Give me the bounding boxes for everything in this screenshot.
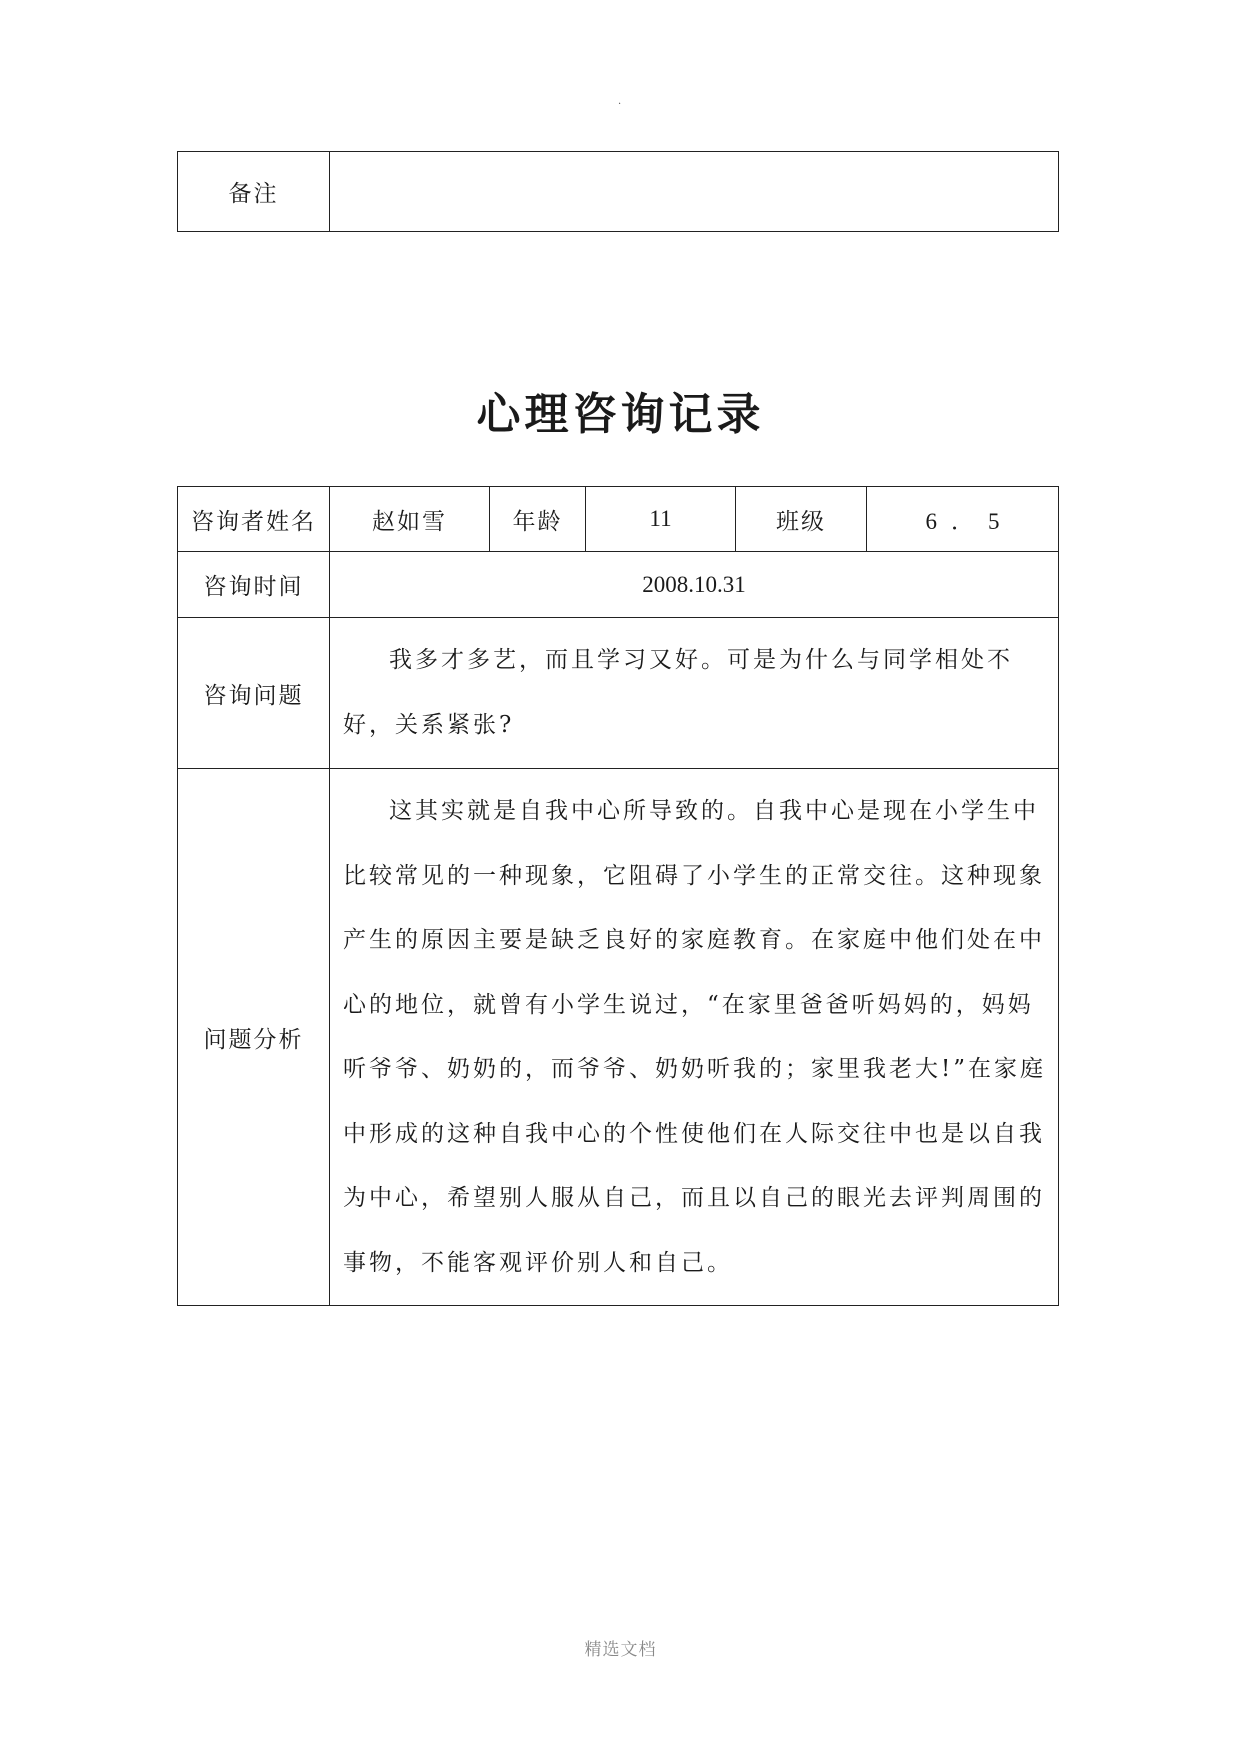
page-title: 心理咨询记录 [476, 389, 765, 440]
consultation-question-row [178, 618, 1059, 769]
problem-analysis-text: 这其实就是自我中心所导致的。自我中心是现在小学生中比较常见的一种现象，它阻碍了小学生的正常交往。这种现象产生的原因主要是缺乏良好的家庭教育。在家庭中他们处在中心的地位，就曾有小学生说过，“在家里爸爸听妈妈的，妈妈听爷爷、奶奶的，而爷爷、奶奶听我的；家里我老大!”在家庭中形成的这种自我中心的个性使他们在人际交往中也是以自我为中心，希望别人服从自己，而且以自己的眼光去评判周围的事物，不能客观评价别人和自己。 [343, 798, 1047, 1276]
problem-analysis-label: 问题分析 [178, 769, 330, 1306]
consultation-time-value: 2008.10.31 [330, 552, 1059, 618]
consultation-time-row [178, 552, 1059, 618]
consultation-question-text: 我多才多艺，而且学习又好。可是为什么与同学相处不好，关系紧张? [343, 647, 1013, 738]
consultation-question-label: 咨询问题 [178, 618, 330, 769]
consultation-question-cell [330, 618, 1059, 769]
page-footer: 精选文档 [584, 1640, 657, 1660]
client-info-row [178, 487, 1059, 552]
client-name-value: 赵如雪 [330, 487, 490, 552]
remarks-table [177, 151, 1059, 232]
header-mark: . [618, 96, 622, 107]
remarks-label: 备注 [178, 152, 330, 232]
class-value: 6．5 [867, 487, 1059, 552]
age-value: 11 [586, 487, 736, 552]
consultation-record-table [177, 486, 1059, 1306]
age-label: 年龄 [490, 487, 586, 552]
class-label: 班级 [736, 487, 867, 552]
problem-analysis-cell [330, 769, 1059, 1306]
remarks-row [178, 152, 1059, 232]
problem-analysis-row [178, 769, 1059, 1306]
consultation-time-label: 咨询时间 [178, 552, 330, 618]
remarks-value [330, 152, 1059, 232]
client-name-label: 咨询者姓名 [178, 487, 330, 552]
